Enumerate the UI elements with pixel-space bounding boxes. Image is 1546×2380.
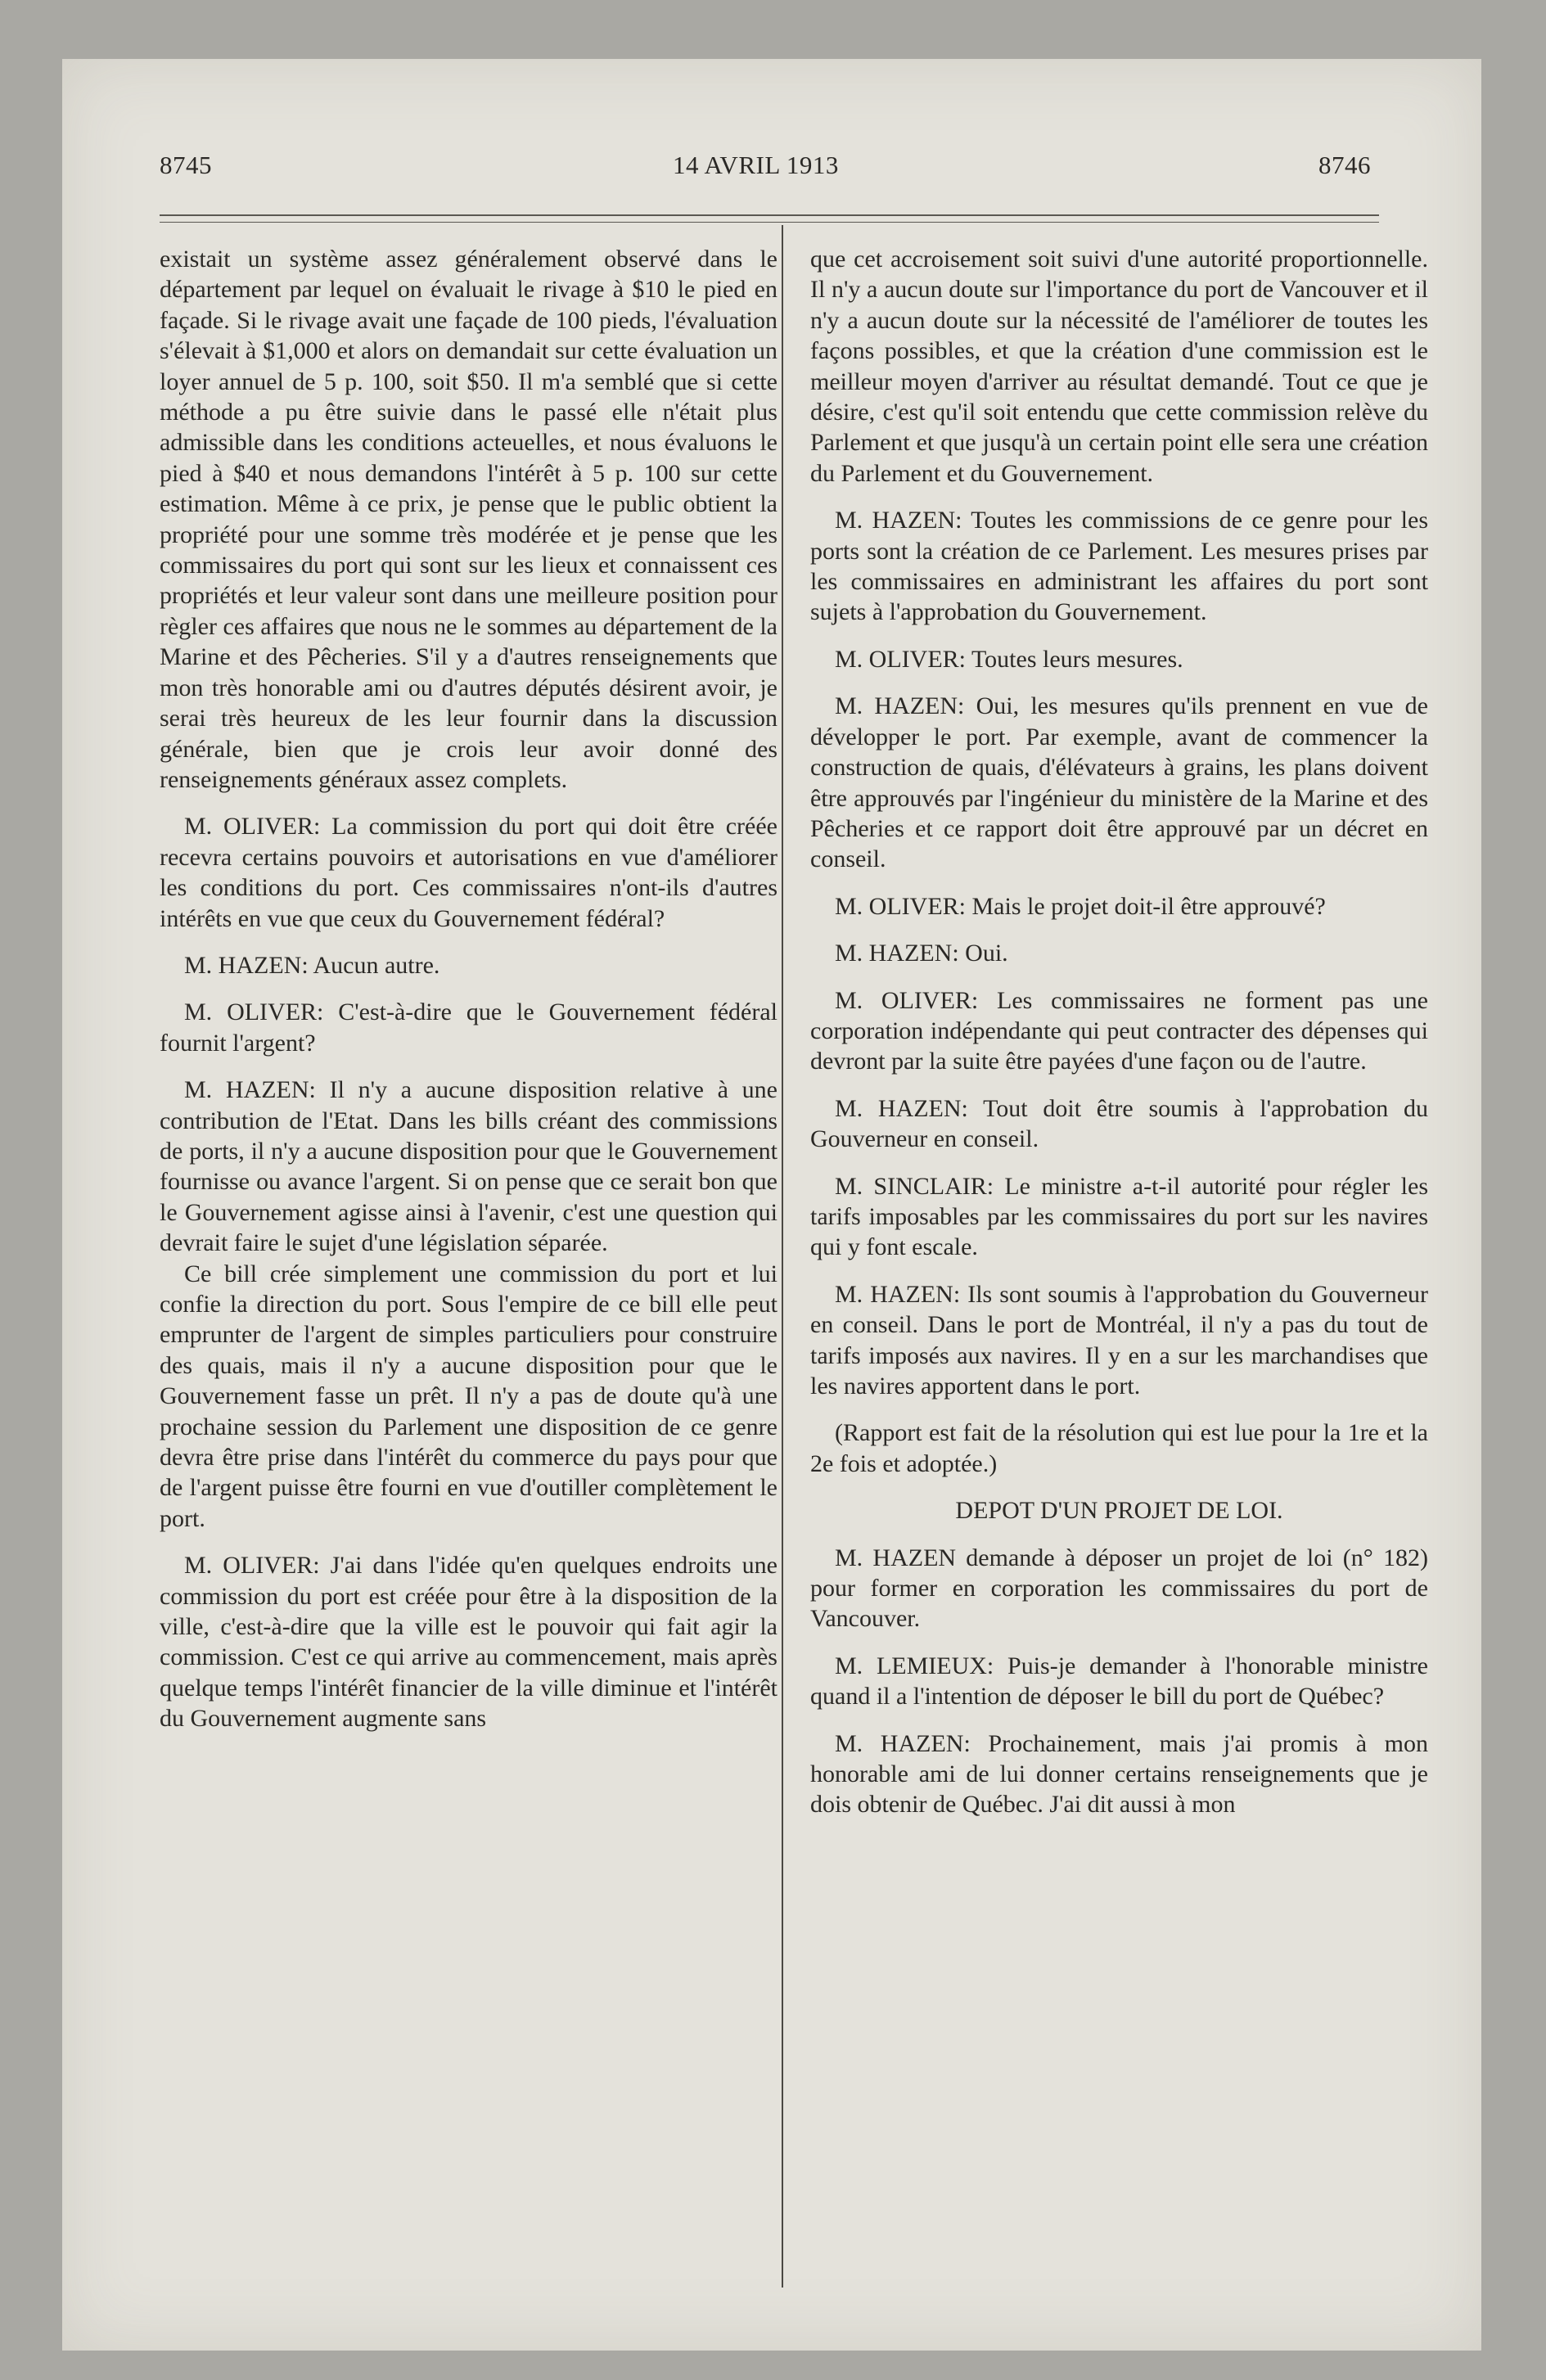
paragraph: M. HAZEN demande à déposer un projet de loi (n° 182) pour former en corporation les commissaires du port de Vancouver.: [810, 1544, 1428, 1633]
header-rule-thin: [160, 222, 1379, 223]
paragraph: M. OLIVER: Mais le projet doit-il être approuvé?: [835, 892, 1326, 920]
paragraph: M. OLIVER: La commission du port qui doit être créée recevra certains pouvoirs et autorisations en vue d'améliorer les conditions du port. Ces commissaires n'ont-ils d'autres intérêts en vue que ceux du Gouvernement fédéral?: [160, 813, 778, 932]
section-heading: DEPOT D'UN PROJET DE LOI.: [955, 1497, 1283, 1525]
paragraph: M. HAZEN: Tout doit être soumis à l'approbation du Gouverneur en conseil.: [810, 1094, 1428, 1153]
paragraph: M. HAZEN: Oui.: [835, 940, 1008, 967]
paragraph: M. SINCLAIR: Le ministre a-t-il autorité pour régler les tarifs imposables par les commissaires du port sur les navires qui y font escale.: [810, 1172, 1428, 1261]
paragraph: M. LEMIEUX: Puis-je demander à l'honorable ministre quand il a l'intention de déposer le bill du port de Québec?: [810, 1652, 1428, 1711]
paragraph: M. OLIVER: C'est-à-dire que le Gouvernement fédéral fournit l'argent?: [160, 998, 778, 1057]
paragraph: M. OLIVER: Les commissaires ne forment pas une corporation indépendante qui peut contracter des dépenses qui devront par la suite être payées d'une façon ou de l'autre.: [810, 986, 1428, 1075]
paragraph: que cet accroisement soit suivi d'une autorité proportionnelle. Il n'y a aucun doute sur l'importance du port de Vancouver et il n'y a aucun doute sur la nécessité de l'améliorer de toutes les façons possibles, et que la création d'une commission est le meilleur moyen d'arriver au résultat demandé. Tout ce que je désire, c'est qu'il soit entendu que cette commission relève du Parlement et que jusqu'à un certain point elle sera une création du Parlement et du Gouvernement.: [810, 246, 1428, 487]
paragraph: M. HAZEN: Toutes les commissions de ce genre pour les ports sont la création de ce Parlement. Les mesures prises par les commissaires en administrant les affaires du port sont sujets à l'approbation du Gouvernement.: [810, 507, 1428, 626]
page-number-right: 8746: [1318, 151, 1371, 179]
paragraph: existait un système assez généralement observé dans le département par lequel on évaluait le rivage à $10 le pied en façade. Si le rivage avait une façade de 100 pieds, l'évaluation s'élevait à $1,000 et alors on demandait sur cette évaluation un loyer annuel de 5 p. 100, soit $50. Il m'a semblé que si cette méthode a pu être suivie dans le passé elle n'était plus admissible dans les conditions acteuelles, et nous évaluons le pied à $40 et nous demandons l'intérêt à 5 p. 100 sur cette estimation. Même à ce prix, je pense que le public obtient la propriété pour une somme très modérée et je pense que les commissaires du port qui sont sur les lieux et connaissent ces propriétés et leur valeur sont dans une meilleure position pour règler ces affaires que nous ne le sommes au département de la Marine et des Pêcheries. S'il y a d'autres renseignements que mon très honorable ami ou d'autres députés désirent avoir, je serai très heureux de les leur fournir dans la discussion générale, bien que je crois leur avoir donné des renseignements généraux assez complets.: [160, 246, 778, 793]
paragraph: M. OLIVER: J'ai dans l'idée qu'en quelques endroits une commission du port est créée pour être à la disposition de la ville, c'est-à-dire que la ville est le pouvoir qui fait agir la commission. C'est ce qui arrive au commencement, mais après quelque temps l'intérêt financier de la ville diminue et l'intérêt du Gouvernement augmente sans: [160, 1552, 778, 1733]
paragraph: M. OLIVER: Toutes leurs mesures.: [835, 645, 1183, 673]
right-column: [810, 244, 1428, 1820]
page-date: 14 AVRIL 1913: [673, 151, 839, 179]
paragraph: M. HAZEN: Oui, les mesures qu'ils prennent en vue de développer le port. Par exemple, avant de commencer la construction de quais, d'élévateurs à grains, les plans doivent être approuvés par l'ingénieur du ministère de la Marine et des Pêcheries et ce rapport doit être approuvé par un décret en conseil.: [810, 692, 1428, 873]
paragraph: (Rapport est fait de la résolution qui est lue pour la 1re et la 2e fois et adoptée.): [810, 1419, 1428, 1477]
header-rule: [160, 214, 1379, 216]
paragraph: M. HAZEN: Aucun autre.: [184, 951, 440, 979]
paragraph: M. HAZEN: Prochainement, mais j'ai promis à mon honorable ami de lui donner certains renseignements que je dois obtenir de Québec. J'ai dit aussi à mon: [810, 1729, 1428, 1819]
page-number-left: 8745: [160, 151, 212, 179]
paragraph: Ce bill crée simplement une commission du port et lui confie la direction du port. Sous l'empire de ce bill elle peut emprunter de l'argent de simples particuliers pour construire des quais, mais il n'y a aucune disposition pour que le Gouvernement fasse un prêt. Il n'y a pas de doute qu'à une prochaine session du Parlement une disposition de ce genre devra être prise dans l'intérêt du commerce du pays pour que de l'argent puisse être fourni en vue d'outiller complètement le port.: [160, 1260, 778, 1532]
paragraph: M. HAZEN: Ils sont soumis à l'approbation du Gouverneur en conseil. Dans le port de Montréal, il n'y a pas du tout de tarifs imposés aux navires. Il y en a sur les marchandises que les navires apportent dans le port.: [810, 1280, 1428, 1400]
paragraph: M. HAZEN: Il n'y a aucune disposition relative à une contribution de l'Etat. Dans les bills créant des commissions de ports, il n'y a aucune disposition pour que le Gouvernement fournisse ou avance l'argent. Si on pense que ce serait bon que le Gouvernement agisse ainsi à l'avenir, c'est une question qui devrait faire le sujet d'une législation séparée.: [160, 1076, 778, 1257]
left-column: [160, 244, 778, 1734]
column-divider: [782, 225, 783, 2288]
